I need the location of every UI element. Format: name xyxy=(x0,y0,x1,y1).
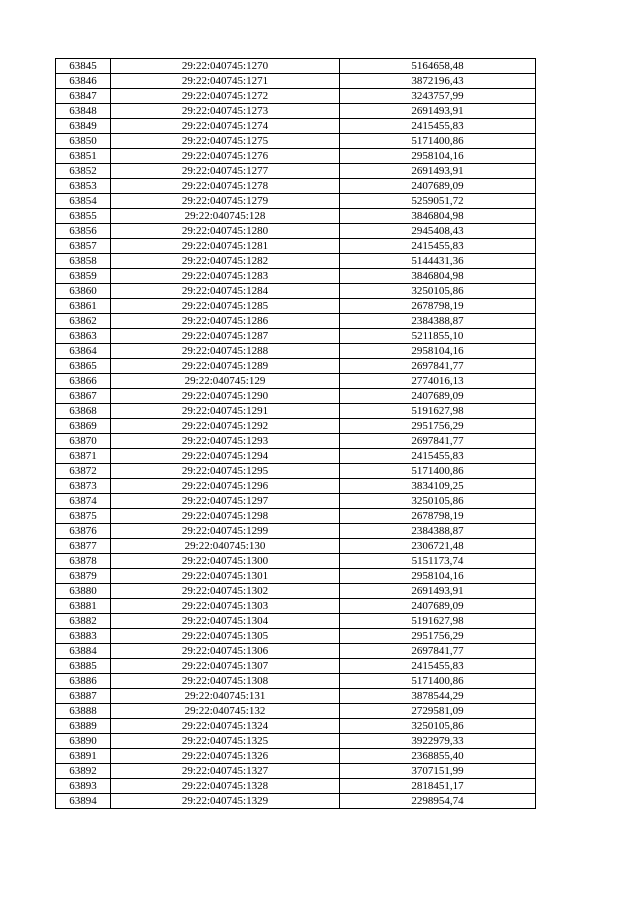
cadastral-number-cell: 29:22:040745:1296 xyxy=(111,479,340,494)
value-cell: 5151173,74 xyxy=(340,554,536,569)
row-number-cell: 63855 xyxy=(56,209,111,224)
value-cell: 5164658,48 xyxy=(340,59,536,74)
cadastral-number-cell: 29:22:040745:1271 xyxy=(111,74,340,89)
value-cell: 3846804,98 xyxy=(340,269,536,284)
table-row xyxy=(56,89,536,104)
row-number-cell: 63875 xyxy=(56,509,111,524)
value-cell: 2407689,09 xyxy=(340,389,536,404)
table-row xyxy=(56,59,536,74)
table-row xyxy=(56,419,536,434)
table-row xyxy=(56,674,536,689)
table-row xyxy=(56,389,536,404)
table-row xyxy=(56,149,536,164)
table-row xyxy=(56,314,536,329)
row-number-cell: 63859 xyxy=(56,269,111,284)
value-cell: 5171400,86 xyxy=(340,674,536,689)
value-cell: 2729581,09 xyxy=(340,704,536,719)
row-number-cell: 63856 xyxy=(56,224,111,239)
cadastral-number-cell: 29:22:040745:1273 xyxy=(111,104,340,119)
value-cell: 2407689,09 xyxy=(340,599,536,614)
row-number-cell: 63846 xyxy=(56,74,111,89)
cadastral-number-cell: 29:22:040745:1294 xyxy=(111,449,340,464)
value-cell: 2697841,77 xyxy=(340,434,536,449)
value-cell: 2368855,40 xyxy=(340,749,536,764)
cadastral-number-cell: 29:22:040745:1280 xyxy=(111,224,340,239)
row-number-cell: 63894 xyxy=(56,794,111,809)
row-number-cell: 63866 xyxy=(56,374,111,389)
table-row xyxy=(56,644,536,659)
table-row xyxy=(56,479,536,494)
value-cell: 2958104,16 xyxy=(340,149,536,164)
value-cell: 5259051,72 xyxy=(340,194,536,209)
value-cell: 3250105,86 xyxy=(340,719,536,734)
table-row xyxy=(56,284,536,299)
table-row xyxy=(56,584,536,599)
cadastral-number-cell: 29:22:040745:1307 xyxy=(111,659,340,674)
cadastral-number-cell: 29:22:040745:1297 xyxy=(111,494,340,509)
row-number-cell: 63851 xyxy=(56,149,111,164)
row-number-cell: 63845 xyxy=(56,59,111,74)
table-row xyxy=(56,374,536,389)
value-cell: 2415455,83 xyxy=(340,119,536,134)
value-cell: 2774016,13 xyxy=(340,374,536,389)
cadastral-number-cell: 29:22:040745:1306 xyxy=(111,644,340,659)
cadastral-number-cell: 29:22:040745:1324 xyxy=(111,719,340,734)
value-cell: 5191627,98 xyxy=(340,614,536,629)
table-row xyxy=(56,689,536,704)
cadastral-number-cell: 29:22:040745:1305 xyxy=(111,629,340,644)
value-cell: 2945408,43 xyxy=(340,224,536,239)
value-cell: 3878544,29 xyxy=(340,689,536,704)
cadastral-number-cell: 29:22:040745:1278 xyxy=(111,179,340,194)
row-number-cell: 63893 xyxy=(56,779,111,794)
cadastral-number-cell: 29:22:040745:1279 xyxy=(111,194,340,209)
row-number-cell: 63888 xyxy=(56,704,111,719)
cadastral-number-cell: 29:22:040745:1298 xyxy=(111,509,340,524)
table-row xyxy=(56,719,536,734)
row-number-cell: 63857 xyxy=(56,239,111,254)
table-row xyxy=(56,524,536,539)
value-cell: 3707151,99 xyxy=(340,764,536,779)
row-number-cell: 63860 xyxy=(56,284,111,299)
row-number-cell: 63885 xyxy=(56,659,111,674)
cadastral-number-cell: 29:22:040745:1276 xyxy=(111,149,340,164)
row-number-cell: 63877 xyxy=(56,539,111,554)
table-row xyxy=(56,599,536,614)
cadastral-number-cell: 29:22:040745:1304 xyxy=(111,614,340,629)
data-table xyxy=(55,58,536,809)
row-number-cell: 63873 xyxy=(56,479,111,494)
row-number-cell: 63884 xyxy=(56,644,111,659)
cadastral-number-cell: 29:22:040745:1293 xyxy=(111,434,340,449)
value-cell: 2306721,48 xyxy=(340,539,536,554)
value-cell: 3922979,33 xyxy=(340,734,536,749)
cadastral-number-cell: 29:22:040745:1300 xyxy=(111,554,340,569)
value-cell: 5171400,86 xyxy=(340,134,536,149)
row-number-cell: 63887 xyxy=(56,689,111,704)
value-cell: 5211855,10 xyxy=(340,329,536,344)
table-row xyxy=(56,749,536,764)
row-number-cell: 63847 xyxy=(56,89,111,104)
cadastral-number-cell: 29:22:040745:128 xyxy=(111,209,340,224)
table-row xyxy=(56,239,536,254)
cadastral-number-cell: 29:22:040745:1272 xyxy=(111,89,340,104)
row-number-cell: 63876 xyxy=(56,524,111,539)
table-row xyxy=(56,344,536,359)
cadastral-number-cell: 29:22:040745:1325 xyxy=(111,734,340,749)
row-number-cell: 63871 xyxy=(56,449,111,464)
row-number-cell: 63865 xyxy=(56,359,111,374)
cadastral-number-cell: 29:22:040745:1287 xyxy=(111,329,340,344)
cadastral-number-cell: 29:22:040745:1283 xyxy=(111,269,340,284)
cadastral-number-cell: 29:22:040745:1277 xyxy=(111,164,340,179)
cadastral-number-cell: 29:22:040745:1285 xyxy=(111,299,340,314)
cadastral-number-cell: 29:22:040745:1291 xyxy=(111,404,340,419)
cadastral-number-cell: 29:22:040745:130 xyxy=(111,539,340,554)
table-row xyxy=(56,509,536,524)
value-cell: 2678798,19 xyxy=(340,509,536,524)
row-number-cell: 63863 xyxy=(56,329,111,344)
cadastral-number-cell: 29:22:040745:1289 xyxy=(111,359,340,374)
table-row xyxy=(56,299,536,314)
table-row xyxy=(56,329,536,344)
cadastral-number-cell: 29:22:040745:129 xyxy=(111,374,340,389)
table-row xyxy=(56,704,536,719)
row-number-cell: 63880 xyxy=(56,584,111,599)
value-cell: 5171400,86 xyxy=(340,464,536,479)
value-cell: 2951756,29 xyxy=(340,629,536,644)
value-cell: 2697841,77 xyxy=(340,644,536,659)
row-number-cell: 63861 xyxy=(56,299,111,314)
value-cell: 2678798,19 xyxy=(340,299,536,314)
value-cell: 2951756,29 xyxy=(340,419,536,434)
value-cell: 2958104,16 xyxy=(340,344,536,359)
value-cell: 3250105,86 xyxy=(340,284,536,299)
table-row xyxy=(56,629,536,644)
cadastral-number-cell: 29:22:040745:1288 xyxy=(111,344,340,359)
cadastral-number-cell: 29:22:040745:132 xyxy=(111,704,340,719)
table-row xyxy=(56,224,536,239)
table-row xyxy=(56,209,536,224)
row-number-cell: 63892 xyxy=(56,764,111,779)
row-number-cell: 63862 xyxy=(56,314,111,329)
value-cell: 2384388,87 xyxy=(340,314,536,329)
table-row xyxy=(56,794,536,809)
table-row xyxy=(56,104,536,119)
row-number-cell: 63849 xyxy=(56,119,111,134)
table-row xyxy=(56,254,536,269)
row-number-cell: 63858 xyxy=(56,254,111,269)
table-row xyxy=(56,779,536,794)
cadastral-number-cell: 29:22:040745:1308 xyxy=(111,674,340,689)
cadastral-number-cell: 29:22:040745:1295 xyxy=(111,464,340,479)
value-cell: 3834109,25 xyxy=(340,479,536,494)
value-cell: 3250105,86 xyxy=(340,494,536,509)
table-body xyxy=(56,59,536,809)
cadastral-number-cell: 29:22:040745:1284 xyxy=(111,284,340,299)
table-row xyxy=(56,404,536,419)
value-cell: 3846804,98 xyxy=(340,209,536,224)
cadastral-number-cell: 29:22:040745:1299 xyxy=(111,524,340,539)
cadastral-number-cell: 29:22:040745:1282 xyxy=(111,254,340,269)
row-number-cell: 63874 xyxy=(56,494,111,509)
table-row xyxy=(56,539,536,554)
value-cell: 2415455,83 xyxy=(340,449,536,464)
row-number-cell: 63852 xyxy=(56,164,111,179)
cadastral-number-cell: 29:22:040745:1329 xyxy=(111,794,340,809)
value-cell: 2407689,09 xyxy=(340,179,536,194)
table-row xyxy=(56,179,536,194)
table-row xyxy=(56,134,536,149)
row-number-cell: 63868 xyxy=(56,404,111,419)
cadastral-number-cell: 29:22:040745:1292 xyxy=(111,419,340,434)
row-number-cell: 63886 xyxy=(56,674,111,689)
table-row xyxy=(56,359,536,374)
row-number-cell: 63869 xyxy=(56,419,111,434)
value-cell: 3243757,99 xyxy=(340,89,536,104)
table-row xyxy=(56,74,536,89)
table-row xyxy=(56,659,536,674)
row-number-cell: 63848 xyxy=(56,104,111,119)
value-cell: 5191627,98 xyxy=(340,404,536,419)
table-row xyxy=(56,164,536,179)
row-number-cell: 63854 xyxy=(56,194,111,209)
row-number-cell: 63853 xyxy=(56,179,111,194)
table-row xyxy=(56,494,536,509)
row-number-cell: 63870 xyxy=(56,434,111,449)
value-cell: 2818451,17 xyxy=(340,779,536,794)
row-number-cell: 63850 xyxy=(56,134,111,149)
value-cell: 3872196,43 xyxy=(340,74,536,89)
cadastral-number-cell: 29:22:040745:1302 xyxy=(111,584,340,599)
value-cell: 2691493,91 xyxy=(340,104,536,119)
table-row xyxy=(56,569,536,584)
cadastral-number-cell: 29:22:040745:1274 xyxy=(111,119,340,134)
table-row xyxy=(56,449,536,464)
row-number-cell: 63867 xyxy=(56,389,111,404)
value-cell: 2415455,83 xyxy=(340,659,536,674)
table-row xyxy=(56,119,536,134)
table-row xyxy=(56,464,536,479)
row-number-cell: 63883 xyxy=(56,629,111,644)
value-cell: 2415455,83 xyxy=(340,239,536,254)
table-row xyxy=(56,194,536,209)
row-number-cell: 63891 xyxy=(56,749,111,764)
cadastral-number-cell: 29:22:040745:1275 xyxy=(111,134,340,149)
value-cell: 2384388,87 xyxy=(340,524,536,539)
value-cell: 5144431,36 xyxy=(340,254,536,269)
value-cell: 2697841,77 xyxy=(340,359,536,374)
row-number-cell: 63879 xyxy=(56,569,111,584)
value-cell: 2958104,16 xyxy=(340,569,536,584)
table-row xyxy=(56,434,536,449)
row-number-cell: 63882 xyxy=(56,614,111,629)
cadastral-number-cell: 29:22:040745:1290 xyxy=(111,389,340,404)
row-number-cell: 63864 xyxy=(56,344,111,359)
cadastral-number-cell: 29:22:040745:1328 xyxy=(111,779,340,794)
row-number-cell: 63889 xyxy=(56,719,111,734)
row-number-cell: 63878 xyxy=(56,554,111,569)
table-row xyxy=(56,269,536,284)
cadastral-number-cell: 29:22:040745:1301 xyxy=(111,569,340,584)
row-number-cell: 63872 xyxy=(56,464,111,479)
cadastral-number-cell: 29:22:040745:1303 xyxy=(111,599,340,614)
cadastral-number-cell: 29:22:040745:1326 xyxy=(111,749,340,764)
value-cell: 2691493,91 xyxy=(340,584,536,599)
table-row xyxy=(56,734,536,749)
value-cell: 2298954,74 xyxy=(340,794,536,809)
value-cell: 2691493,91 xyxy=(340,164,536,179)
row-number-cell: 63881 xyxy=(56,599,111,614)
cadastral-number-cell: 29:22:040745:1281 xyxy=(111,239,340,254)
cadastral-number-cell: 29:22:040745:131 xyxy=(111,689,340,704)
table-row xyxy=(56,614,536,629)
row-number-cell: 63890 xyxy=(56,734,111,749)
cadastral-number-cell: 29:22:040745:1327 xyxy=(111,764,340,779)
table-row xyxy=(56,764,536,779)
cadastral-number-cell: 29:22:040745:1270 xyxy=(111,59,340,74)
cadastral-number-cell: 29:22:040745:1286 xyxy=(111,314,340,329)
table-row xyxy=(56,554,536,569)
